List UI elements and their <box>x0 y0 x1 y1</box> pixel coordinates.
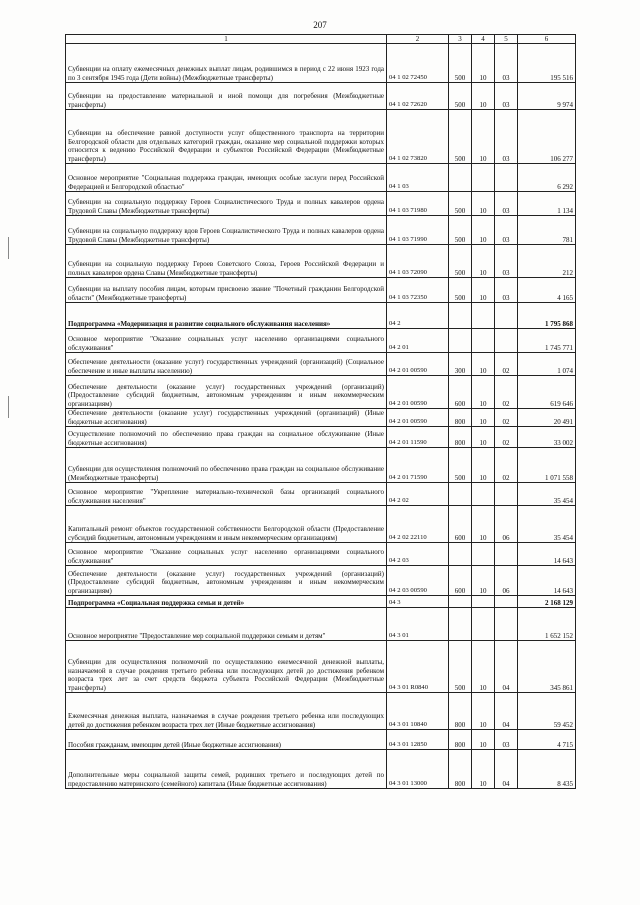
row-code: 04 1 03 72090 <box>387 245 449 278</box>
row-expense-type: 500 <box>449 641 472 693</box>
row-name: Субвенции для осуществления полномочий по обеспечению права граждан на социальное обслуживание (Межбюджетные трансферты) <box>66 448 387 483</box>
row-name: Основное мероприятие "Предоставление мер социальной поддержки семьям и детям" <box>66 608 387 641</box>
row-subsection <box>495 596 518 608</box>
row-amount: 106 277 <box>518 110 576 164</box>
row-section <box>472 543 495 566</box>
table-row <box>66 245 576 278</box>
row-amount: 14 643 <box>518 566 576 596</box>
row-code: 04 1 03 72350 <box>387 278 449 303</box>
row-name: Субвенции на оплату ежемесячных денежных выплат лицам, родившимся в период с 22 июня 1923 года по 3 сентября 1945 года (Дети войны) (Межбюджетные трансферты) <box>66 44 387 83</box>
row-expense-type: 500 <box>449 245 472 278</box>
row-subsection: 02 <box>495 376 518 409</box>
row-code: 04 2 <box>387 303 449 329</box>
table-row <box>66 303 576 329</box>
row-name: Обеспечение деятельности (оказание услуг) государственных учреждений (организаций) (Иные бюджетные ассигнования) <box>66 409 387 427</box>
row-name: Обеспечение деятельности (оказание услуг) государственных учреждений (организаций) (Предоставление субсидий бюджетным, автономным учреждениям и иным некоммерческим организациям) <box>66 566 387 596</box>
row-subsection <box>495 303 518 329</box>
row-name: Субвенции на предоставление материальной и иной помощи для погребения (Межбюджетные трансферты) <box>66 83 387 110</box>
row-expense-type: 800 <box>449 730 472 750</box>
row-subsection: 02 <box>495 409 518 427</box>
row-subsection: 06 <box>495 566 518 596</box>
row-name: Капитальный ремонт объектов государственной собственности Белгородской области (Предоставление субсидий бюджетным, автономным учреждениям и иным некоммерческим организациям) <box>66 506 387 543</box>
row-subsection: 04 <box>495 750 518 789</box>
table-row <box>66 216 576 245</box>
row-code: 04 1 03 <box>387 164 449 192</box>
column-header: 4 <box>472 35 495 44</box>
row-subsection: 04 <box>495 641 518 693</box>
row-section: 10 <box>472 83 495 110</box>
row-subsection: 04 <box>495 693 518 730</box>
row-code: 04 3 01 <box>387 608 449 641</box>
row-code: 04 3 <box>387 596 449 608</box>
row-subsection: 02 <box>495 353 518 376</box>
table-row <box>66 506 576 543</box>
table-row <box>66 596 576 608</box>
row-amount: 1 795 868 <box>518 303 576 329</box>
row-section: 10 <box>472 44 495 83</box>
row-expense-type <box>449 164 472 192</box>
row-subsection: 06 <box>495 506 518 543</box>
row-expense-type <box>449 329 472 353</box>
table-row <box>66 750 576 789</box>
row-section <box>472 303 495 329</box>
row-code: 04 2 01 00590 <box>387 353 449 376</box>
row-section: 10 <box>472 216 495 245</box>
row-name: Основное мероприятие "Оказание социальных услуг населению организациями социального обслуживания" <box>66 543 387 566</box>
row-code: 04 2 02 22110 <box>387 506 449 543</box>
row-code: 04 2 03 <box>387 543 449 566</box>
row-code: 04 2 01 11590 <box>387 427 449 448</box>
column-header: 1 <box>66 35 387 44</box>
row-subsection <box>495 164 518 192</box>
row-expense-type: 300 <box>449 353 472 376</box>
table-row <box>66 110 576 164</box>
table-row <box>66 730 576 750</box>
row-section: 10 <box>472 506 495 543</box>
table-row <box>66 192 576 216</box>
header-row <box>66 35 576 44</box>
row-amount: 195 516 <box>518 44 576 83</box>
table-row <box>66 376 576 409</box>
row-expense-type: 800 <box>449 693 472 730</box>
row-section: 10 <box>472 750 495 789</box>
row-subsection: 03 <box>495 110 518 164</box>
row-expense-type: 500 <box>449 448 472 483</box>
row-amount: 345 861 <box>518 641 576 693</box>
row-amount: 4 715 <box>518 730 576 750</box>
row-expense-type: 600 <box>449 376 472 409</box>
row-code: 04 1 03 71990 <box>387 216 449 245</box>
table-row <box>66 44 576 83</box>
row-subsection: 03 <box>495 278 518 303</box>
column-header: 5 <box>495 35 518 44</box>
row-amount: 1 074 <box>518 353 576 376</box>
row-expense-type: 500 <box>449 216 472 245</box>
margin-mark <box>8 237 9 259</box>
row-expense-type: 600 <box>449 506 472 543</box>
row-code: 04 1 02 73820 <box>387 110 449 164</box>
table-row <box>66 427 576 448</box>
row-subsection: 03 <box>495 730 518 750</box>
row-section: 10 <box>472 730 495 750</box>
row-subsection <box>495 543 518 566</box>
row-code: 04 2 03 00590 <box>387 566 449 596</box>
row-code: 04 2 02 <box>387 483 449 506</box>
row-amount: 8 435 <box>518 750 576 789</box>
row-section: 10 <box>472 693 495 730</box>
row-code: 04 3 01 13000 <box>387 750 449 789</box>
table-row <box>66 353 576 376</box>
row-name: Субвенции на социальную поддержку Героев Социалистического Труда и полных кавалеров ордена Трудовой Славы (Межбюджетные трансферты) <box>66 192 387 216</box>
row-name: Основное мероприятие "Укрепление материально-технической базы организаций социального обслуживания населения" <box>66 483 387 506</box>
row-expense-type: 800 <box>449 750 472 789</box>
row-subsection: 03 <box>495 44 518 83</box>
row-section <box>472 596 495 608</box>
row-expense-type <box>449 596 472 608</box>
row-code: 04 2 01 00590 <box>387 376 449 409</box>
row-subsection: 03 <box>495 192 518 216</box>
row-subsection: 03 <box>495 83 518 110</box>
table-row <box>66 329 576 353</box>
row-amount: 6 292 <box>518 164 576 192</box>
row-name: Подпрограмма «Модернизация и развитие социального обслуживания населения» <box>66 303 387 329</box>
row-name: Обеспечение деятельности (оказание услуг) государственных учреждений (организаций) (Социальное обеспечение и иные выплаты населению) <box>66 353 387 376</box>
page-number: 207 <box>313 20 327 30</box>
row-code: 04 3 01 12850 <box>387 730 449 750</box>
row-section: 10 <box>472 448 495 483</box>
row-code: 04 1 02 72450 <box>387 44 449 83</box>
row-name: Пособия гражданам, имеющим детей (Иные бюджетные ассигнования) <box>66 730 387 750</box>
row-section <box>472 483 495 506</box>
row-name: Подпрограмма «Социальная поддержка семьи и детей» <box>66 596 387 608</box>
column-header: 6 <box>518 35 576 44</box>
table-body <box>66 44 576 789</box>
row-amount: 33 002 <box>518 427 576 448</box>
budget-table <box>65 34 576 789</box>
row-section <box>472 329 495 353</box>
table-row <box>66 278 576 303</box>
row-amount: 1 134 <box>518 192 576 216</box>
row-expense-type <box>449 543 472 566</box>
table-row <box>66 448 576 483</box>
row-amount: 781 <box>518 216 576 245</box>
row-code: 04 3 01 R0840 <box>387 641 449 693</box>
row-name: Субвенции на социальную поддержку вдов Героев Социалистического Труда и полных кавалеров ордена Трудовой Славы (Межбюджетные трансферты) <box>66 216 387 245</box>
row-amount: 35 454 <box>518 506 576 543</box>
row-expense-type: 500 <box>449 278 472 303</box>
row-amount: 9 974 <box>518 83 576 110</box>
row-name: Основное мероприятие "Оказание социальных услуг населению организациями социального обслуживания" <box>66 329 387 353</box>
row-subsection <box>495 608 518 641</box>
row-section: 10 <box>472 409 495 427</box>
row-name: Субвенции на обеспечение равной доступности услуг общественного транспорта на территории Белгородской области для отдельных категорий граждан, оказание мер социальной поддержки которых относится к ведению Российской Федерации и субъектов Российской Федерации (Межбюджетные трансферты) <box>66 110 387 164</box>
row-expense-type: 500 <box>449 44 472 83</box>
row-subsection <box>495 329 518 353</box>
row-section: 10 <box>472 192 495 216</box>
row-expense-type: 800 <box>449 427 472 448</box>
table-row <box>66 641 576 693</box>
row-section: 10 <box>472 641 495 693</box>
row-expense-type: 600 <box>449 566 472 596</box>
row-section: 10 <box>472 427 495 448</box>
row-expense-type: 500 <box>449 110 472 164</box>
row-amount: 20 491 <box>518 409 576 427</box>
row-amount: 59 452 <box>518 693 576 730</box>
row-amount: 14 643 <box>518 543 576 566</box>
row-amount: 1 652 152 <box>518 608 576 641</box>
table-row <box>66 164 576 192</box>
row-section: 10 <box>472 566 495 596</box>
row-name: Основное мероприятие "Социальная поддержка граждан, имеющих особые заслуги перед Российской Федерацией и Белгородской областью" <box>66 164 387 192</box>
row-section: 10 <box>472 353 495 376</box>
row-code: 04 1 02 72620 <box>387 83 449 110</box>
table-row <box>66 483 576 506</box>
table-row <box>66 409 576 427</box>
table-row <box>66 566 576 596</box>
column-header: 3 <box>449 35 472 44</box>
row-name: Субвенции на выплату пособия лицам, которым присвоено звание "Почетный гражданин Белгородской области" (Межбюджетные трансферты) <box>66 278 387 303</box>
row-section <box>472 164 495 192</box>
row-expense-type <box>449 303 472 329</box>
row-name: Обеспечение деятельности (оказание услуг) государственных учреждений (организаций) (Предоставление субсидий бюджетным, автономным учреждениям и иным некоммерческим организациям) <box>66 376 387 409</box>
row-amount: 619 646 <box>518 376 576 409</box>
row-code: 04 2 01 00590 <box>387 409 449 427</box>
row-section: 10 <box>472 278 495 303</box>
row-amount: 2 168 129 <box>518 596 576 608</box>
row-name: Субвенции на социальную поддержку Героев Советского Союза, Героев Российской Федерации и полных кавалеров ордена Славы (Межбюджетные трансферты) <box>66 245 387 278</box>
row-name: Субвенции для осуществления полномочий по осуществлению ежемесячной денежной выплаты, назначаемой в случае рождения третьего ребенка или последующих детей до достижения ребенком возраста трех лет за счет средств бюджета субъекта Российской Федерации (Межбюджетные трансферты) <box>66 641 387 693</box>
margin-mark <box>8 396 9 418</box>
row-code: 04 1 03 71980 <box>387 192 449 216</box>
row-amount: 1 071 558 <box>518 448 576 483</box>
row-expense-type <box>449 608 472 641</box>
row-code: 04 3 01 10840 <box>387 693 449 730</box>
row-amount: 1 745 771 <box>518 329 576 353</box>
column-header: 2 <box>387 35 449 44</box>
row-section <box>472 608 495 641</box>
row-expense-type: 500 <box>449 83 472 110</box>
row-amount: 35 454 <box>518 483 576 506</box>
row-section: 10 <box>472 376 495 409</box>
row-expense-type: 500 <box>449 192 472 216</box>
row-amount: 4 165 <box>518 278 576 303</box>
table-row <box>66 608 576 641</box>
row-code: 04 2 01 71590 <box>387 448 449 483</box>
row-amount: 212 <box>518 245 576 278</box>
table-row <box>66 83 576 110</box>
row-code: 04 2 01 <box>387 329 449 353</box>
row-name: Осуществление полномочий по обеспечению права граждан на социальное обслуживание (Иные бюджетные ассигнования) <box>66 427 387 448</box>
row-subsection: 02 <box>495 427 518 448</box>
table-row <box>66 543 576 566</box>
row-name: Ежемесячная денежная выплата, назначаемая в случае рождения третьего ребенка или последующих детей до достижения ребенком возраста трех лет (Иные бюджетные ассигнования) <box>66 693 387 730</box>
row-name: Дополнительные меры социальной защиты семей, родивших третьего и последующих детей по предоставлению материнского (семейного) капитала (Иные бюджетные ассигнования) <box>66 750 387 789</box>
row-subsection: 03 <box>495 245 518 278</box>
row-expense-type: 800 <box>449 409 472 427</box>
table-row <box>66 693 576 730</box>
row-subsection <box>495 483 518 506</box>
row-section: 10 <box>472 110 495 164</box>
row-expense-type <box>449 483 472 506</box>
row-subsection: 02 <box>495 448 518 483</box>
row-section: 10 <box>472 245 495 278</box>
row-subsection: 03 <box>495 216 518 245</box>
